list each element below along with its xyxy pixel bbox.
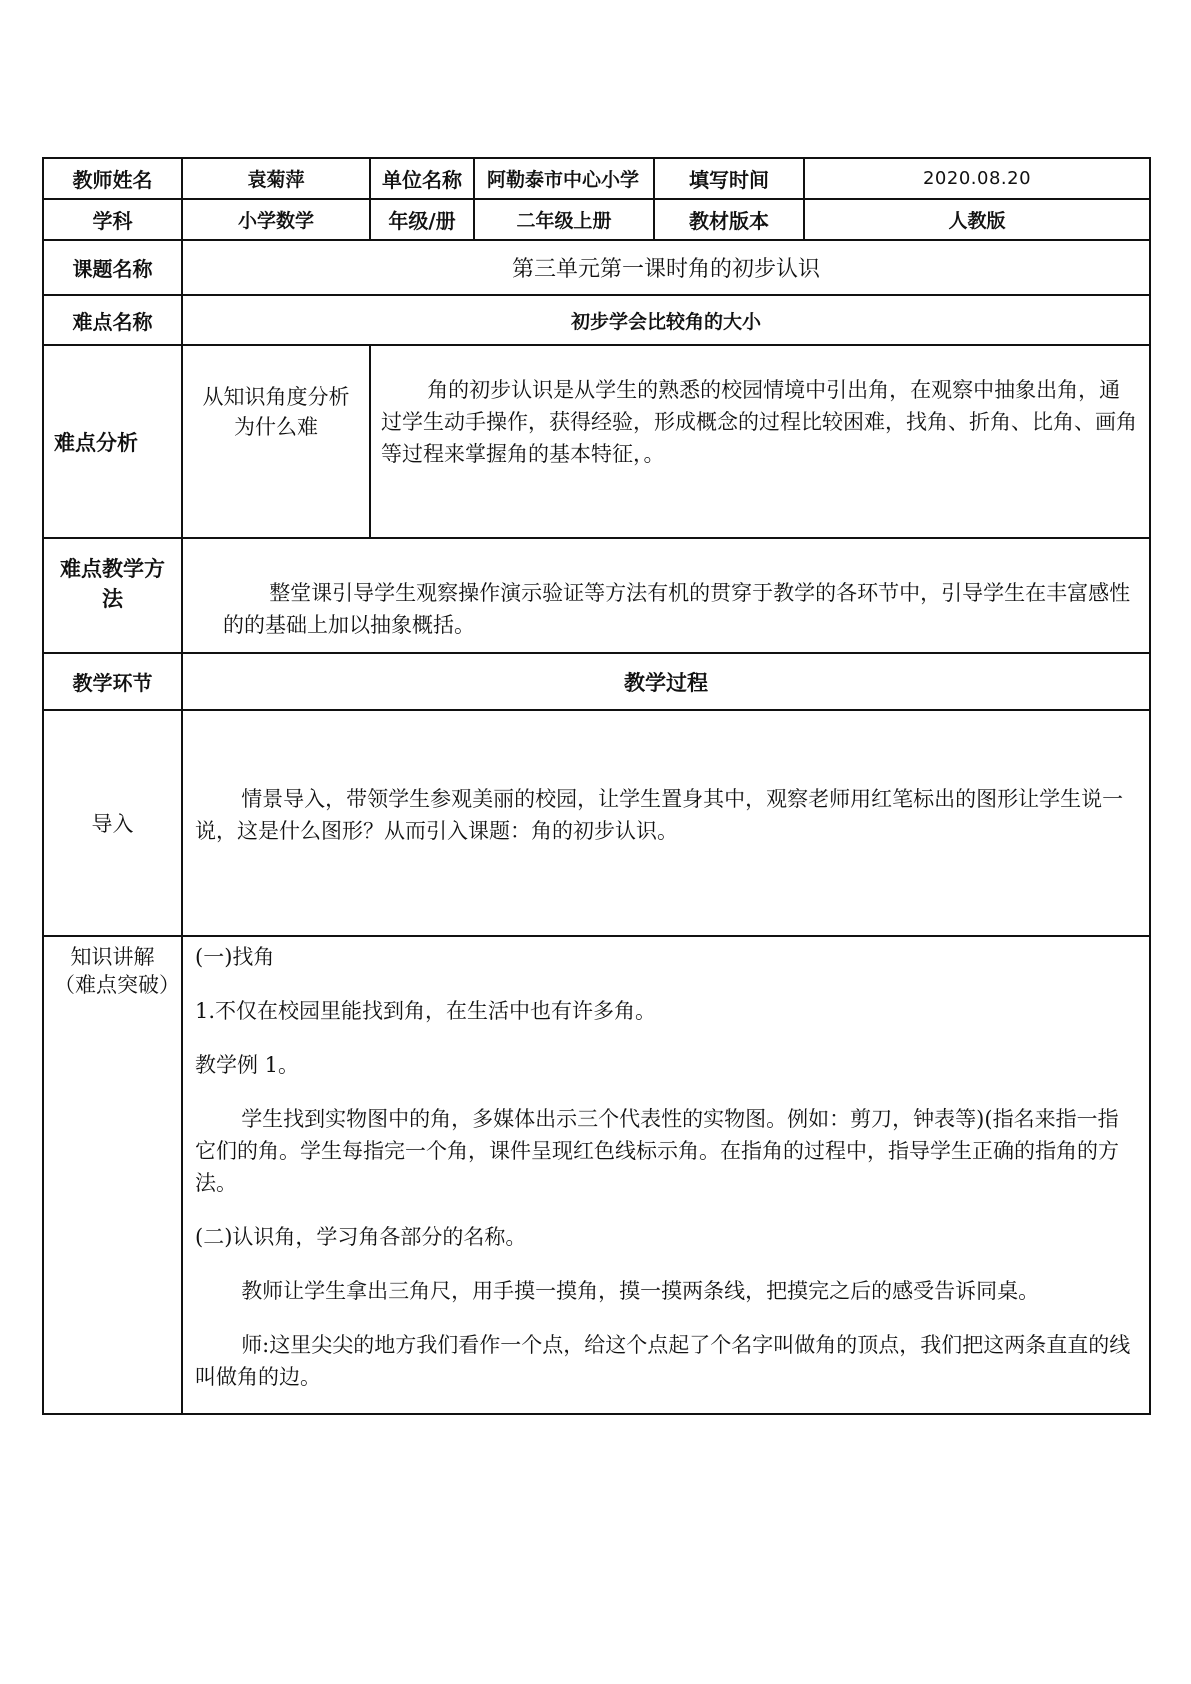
- analysis-row: [43, 345, 1150, 538]
- topic-label: 课题名称: [43, 240, 182, 295]
- difficulty-value: 初步学会比较角的大小: [182, 295, 1150, 345]
- intro-text-cell: [182, 710, 1150, 936]
- intro-label: 导入: [43, 710, 182, 936]
- date-value: 2020.08.20: [804, 158, 1150, 199]
- knowledge-line-5: (二)认识角，学习角各部分的名称。: [195, 1225, 527, 1249]
- method-label: 难点教学方法: [43, 538, 182, 653]
- analysis-label: 难点分析: [43, 345, 182, 538]
- process-left-label: 教学环节: [43, 653, 182, 710]
- header-row-1: [43, 158, 1150, 199]
- lesson-plan-table: [42, 157, 1151, 1415]
- difficulty-label: 难点名称: [43, 295, 182, 345]
- unit-value: 阿勒泰市中心小学: [474, 158, 654, 199]
- date-label: 填写时间: [654, 158, 804, 199]
- knowledge-line-4: 学生找到实物图中的角，多媒体出示三个代表性的实物图。例如：剪刀，钟表等)(指名来指一指它们的角。学生每指完一个角，课件呈现红色线标示角。在指角的过程中，指导学生正确的指角的方法。: [195, 1107, 1119, 1195]
- knowledge-line-6: 教师让学生拿出三角尺，用手摸一摸角，摸一摸两条线，把摸完之后的感受告诉同桌。: [241, 1279, 1040, 1303]
- analysis-text-cell: [370, 345, 1150, 538]
- knowledge-line-7: 师:这里尖尖的地方我们看作一个点，给这个点起了个名字叫做角的顶点，我们把这两条直直的线叫做角的边。: [195, 1333, 1131, 1389]
- knowledge-line-1: (一)找角: [195, 945, 275, 969]
- header-row-2: [43, 199, 1150, 240]
- method-text-cell: [182, 538, 1150, 653]
- analysis-sub-label: 从知识角度分析为什么难: [182, 345, 370, 538]
- edition-value: 人教版: [804, 199, 1150, 240]
- knowledge-line-2: 1.不仅在校园里能找到角，在生活中也有许多角。: [195, 999, 657, 1023]
- process-header-row: [43, 653, 1150, 710]
- knowledge-row: [43, 936, 1150, 1414]
- topic-row: [43, 240, 1150, 295]
- difficulty-row: [43, 295, 1150, 345]
- edition-label: 教材版本: [654, 199, 804, 240]
- subject-label: 学科: [43, 199, 182, 240]
- grade-value: 二年级上册: [474, 199, 654, 240]
- lesson-plan-sheet: [42, 157, 1149, 1415]
- teacher-value: 袁菊萍: [182, 158, 370, 199]
- method-row: [43, 538, 1150, 653]
- teacher-label: 教师姓名: [43, 158, 182, 199]
- intro-text: 情景导入，带领学生参观美丽的校园，让学生置身其中，观察老师用红笔标出的图形让学生说一说，这是什么图形？从而引入课题：角的初步认识。: [195, 787, 1124, 843]
- knowledge-line-3: 教学例 1。: [195, 1053, 300, 1077]
- subject-value: 小学数学: [182, 199, 370, 240]
- process-right-label: 教学过程: [182, 653, 1150, 710]
- topic-value: 第三单元第一课时角的初步认识: [182, 240, 1150, 295]
- method-text: 整堂课引导学生观察操作演示验证等方法有机的贯穿于教学的各环节中，引导学生在丰富感性的的基础上加以抽象概括。: [223, 580, 1131, 637]
- knowledge-label: 知识讲解（难点突破）: [43, 936, 182, 1414]
- knowledge-text-cell: [182, 936, 1150, 1414]
- intro-row: [43, 710, 1150, 936]
- unit-label: 单位名称: [370, 158, 474, 199]
- grade-label: 年级/册: [370, 199, 474, 240]
- analysis-text: 角的初步认识是从学生的熟悉的校园情境中引出角，在观察中抽象出角，通过学生动手操作，获得经验，形成概念的过程比较困难，找角、折角、比角、画角等过程来掌握角的基本特征，。: [381, 377, 1137, 466]
